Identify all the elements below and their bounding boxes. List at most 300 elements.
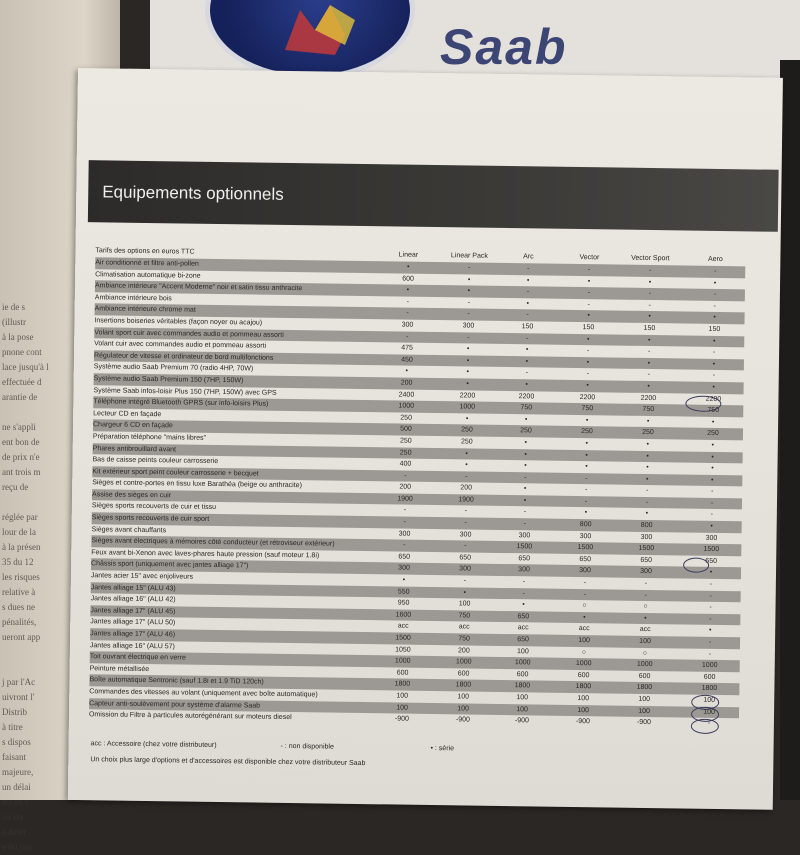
price-cell: • [646, 440, 650, 448]
price-cell: • [405, 367, 409, 375]
row-label: Phares antibrouillard avant [92, 444, 177, 453]
price-cell: -900 [394, 715, 409, 723]
price-cell: - [404, 472, 407, 480]
price-cell: 500 [400, 425, 412, 434]
price-cell: • [708, 627, 712, 635]
price-cell: • [711, 418, 715, 426]
row-label: Jantes acier 15" avec enjoliveurs [90, 572, 194, 581]
price-cell: • [587, 312, 590, 320]
price-cell: 250 [399, 449, 412, 457]
background-text-line: uivront l' [2, 692, 35, 702]
price-cell: • [647, 336, 651, 344]
price-cell: • [584, 509, 588, 517]
price-cell: 650 [398, 553, 411, 561]
price-cell: - [713, 302, 716, 310]
price-cell: 750 [520, 404, 533, 412]
price-cell: 600 [402, 275, 414, 283]
price-cell: - [583, 579, 587, 587]
background-text-line: de prix n'e [2, 452, 40, 462]
background-text-line: reçu de [2, 482, 29, 492]
background-text-line: ent bon de [2, 437, 40, 447]
price-cell: 250 [460, 438, 473, 446]
price-cell: acc [458, 623, 470, 631]
price-cell: 1600 [395, 611, 412, 619]
price-cell: 2200 [640, 394, 657, 402]
handwritten-circle [691, 719, 719, 734]
price-cell: 1500 [516, 543, 533, 551]
row-label: Sièges avant chauffants [91, 525, 167, 534]
price-cell: 250 [399, 437, 412, 445]
price-cell: • [587, 277, 591, 285]
price-cell: 300 [398, 564, 410, 573]
price-cell: - [708, 638, 712, 646]
options-price-page [68, 68, 783, 810]
price-cell: 475 [401, 344, 414, 352]
price-cell: 2200 [579, 393, 596, 401]
background-text-line [2, 405, 72, 420]
price-cell: - [647, 348, 651, 356]
price-cell: 1000 [398, 402, 415, 410]
price-cell: • [712, 337, 716, 345]
price-cell: 150 [708, 325, 721, 333]
price-cell: • [585, 416, 589, 424]
price-cell: - [526, 288, 530, 296]
background-text-line: (illustr [2, 317, 26, 327]
price-cell: 100 [458, 600, 471, 608]
price-cell: - [463, 577, 467, 585]
price-cell: 250 [400, 414, 413, 422]
price-cell: • [402, 576, 406, 584]
row-label: Capteur anti-soulèvement pour système d'alarme Saab [89, 699, 261, 710]
price-cell: -900 [636, 719, 651, 727]
price-cell: 1500 [638, 545, 655, 553]
price-cell: 250 [461, 426, 473, 434]
price-cell: - [526, 334, 529, 342]
price-cell: - [467, 310, 470, 318]
price-cell: 2200 [459, 391, 476, 400]
row-label: Ambiance intérieure "Accent Moderne" noir et satin tissu anthracite [94, 282, 303, 293]
price-cell: 150 [643, 324, 656, 333]
background-text-line: relative à [2, 587, 36, 597]
price-cell: - [406, 298, 409, 306]
price-cell: • [525, 381, 528, 389]
background-text-line: s dispos [2, 737, 31, 747]
price-cell: - [523, 508, 527, 516]
row-label: Volant sport cuir avec commandes audio et pommeau assorti [94, 328, 284, 339]
price-cell: 950 [397, 599, 410, 607]
price-cell: 1500 [703, 546, 720, 554]
griffin-logo-icon [275, 0, 365, 60]
background-text-line: arantie de [2, 392, 38, 402]
price-cell: 300 [398, 530, 411, 538]
price-cell: 450 [401, 356, 413, 364]
price-cell: - [406, 333, 409, 341]
price-cell: 1800 [514, 682, 531, 690]
row-label: Système audio Saab Premium 70 (radio 4HP, 70W) [93, 363, 254, 373]
price-cell: ○ [582, 602, 587, 610]
price-cell: - [709, 580, 713, 588]
price-cell: • [406, 286, 410, 294]
price-cell: • [525, 358, 529, 366]
background-text-line: s dues ne [2, 602, 35, 612]
background-text-line: faisant [2, 752, 26, 762]
price-cell: 600 [638, 672, 651, 680]
column-header: Linear [398, 251, 419, 259]
price-cell: - [710, 511, 714, 519]
column-header: Aero [707, 255, 723, 264]
row-label: Système audio Saab Premium 150 (7HP, 150W) [93, 375, 244, 385]
price-cell: - [709, 615, 712, 623]
brand-wordmark: Saab [440, 19, 568, 75]
price-cell: -900 [455, 716, 470, 724]
background-text-line: à titre [2, 722, 23, 732]
background-text-line: j par l'Ac [2, 677, 36, 687]
price-cell: 600 [577, 671, 590, 679]
background-text-line: pnone cont [2, 347, 42, 357]
price-cell: • [465, 415, 469, 423]
price-cell: 750 [581, 405, 594, 413]
price-cell: 100 [396, 704, 408, 712]
background-text-line: ueront app [2, 632, 41, 642]
price-cell: • [466, 368, 470, 376]
price-cell: - [710, 499, 714, 507]
price-cell: 600 [516, 670, 529, 679]
table-header-label: Tarifs des options en euros TTC [95, 247, 195, 256]
price-cell: - [586, 347, 590, 355]
section-header-bar [88, 160, 779, 232]
price-cell: 100 [703, 696, 716, 704]
price-cell: - [527, 265, 530, 273]
row-label: Insertions boiseries véritables (façon noyer ou acajou) [94, 317, 263, 327]
price-cell: • [524, 439, 528, 447]
price-cell: 300 [459, 565, 471, 573]
price-cell: 1800 [394, 680, 411, 689]
price-cell: 800 [579, 521, 592, 529]
price-cell: - [467, 299, 470, 307]
price-cell: - [712, 349, 716, 357]
price-cell: • [648, 278, 652, 286]
price-cell: 600 [457, 670, 470, 678]
price-cell: 750 [458, 612, 471, 620]
price-cell: - [648, 301, 651, 309]
row-label: Châssis sport (uniquement avec jantes alliage 17") [91, 560, 249, 570]
row-label: Kit extérieur sport peint couleur carrosserie + becquet [92, 467, 259, 478]
background-text-line: les risques [2, 572, 40, 582]
price-cell: 300 [640, 533, 653, 541]
price-cell: 1000 [636, 661, 653, 669]
row-label: Jantes alliage 17" (ALU 45) [90, 607, 176, 616]
price-cell: 750 [458, 635, 470, 643]
price-cell: 600 [396, 669, 409, 677]
price-cell: 1800 [575, 683, 592, 691]
price-cell: - [588, 266, 591, 274]
price-cell: 300 [462, 322, 475, 330]
price-cell: 100 [516, 705, 528, 713]
price-cell: 100 [638, 695, 651, 704]
price-cell: - [645, 498, 649, 506]
price-cell: 1000 [701, 661, 718, 670]
price-cell: • [711, 441, 715, 449]
row-label: Toit ouvrant électrique en verre [89, 653, 186, 662]
price-cell: • [713, 279, 717, 287]
price-cell: • [525, 346, 529, 354]
row-label: Volant cuir avec commandes audio et pommeau assorti [94, 340, 267, 350]
price-cell: - [403, 541, 406, 549]
price-cell: - [522, 589, 525, 597]
background-text-line: lour de la [2, 527, 36, 537]
price-cell: 250 [520, 427, 532, 435]
price-cell: 650 [705, 557, 718, 565]
price-cell: • [523, 485, 527, 493]
price-cell: 100 [577, 695, 590, 703]
price-cell: 650 [517, 613, 530, 621]
column-header: Arc [523, 253, 534, 261]
price-cell: - [526, 311, 529, 319]
background-text-line [2, 660, 72, 675]
price-cell: 300 [401, 321, 414, 329]
price-cell: • [645, 510, 649, 518]
price-cell: • [467, 276, 471, 284]
price-cell: • [467, 287, 471, 295]
price-cell: - [467, 334, 470, 342]
price-cell: - [714, 267, 717, 275]
background-text-line: lace jusqu'à l [2, 362, 49, 372]
background-text-line: ant trois m [2, 467, 41, 477]
row-label: Chargeur 6 CD en façade [92, 421, 173, 430]
row-label: Air conditionné et filtre anti-pollen [95, 259, 199, 268]
background-text-line: Distrib [2, 707, 28, 717]
row-label: Préparation téléphone "mains libres" [92, 433, 207, 442]
price-cell: acc [517, 624, 529, 632]
background-text-line [2, 645, 72, 660]
row-label: Jantes alliage 16" (ALU 57) [89, 641, 175, 651]
background-text-line: réglée par [2, 512, 38, 522]
price-cell: - [522, 578, 526, 586]
price-cell: • [466, 357, 470, 365]
price-cell: - [707, 720, 711, 728]
row-label: Feux avant bi-Xenon avec laves-phares haute pression (sauf moteur 1.8i) [91, 549, 320, 560]
row-label: Sièges sports recouverts de cuir et tissu [91, 502, 217, 512]
background-text-line: 35 du 12 [2, 557, 34, 567]
price-cell: • [466, 380, 469, 388]
price-cell: 150 [582, 324, 595, 332]
row-label: Ambiance intérieure bois [94, 294, 172, 303]
price-cell: 800 [640, 521, 653, 530]
price-cell: 100 [457, 693, 470, 701]
price-cell: 1500 [395, 634, 411, 642]
background-text-line: un délai [2, 782, 31, 792]
price-cell: - [586, 370, 589, 378]
handwritten-circle [683, 557, 709, 572]
price-cell: - [649, 266, 652, 275]
legend-standard: • : série [430, 744, 455, 753]
price-cell: acc [397, 622, 409, 631]
row-label: Climatisation automatique bi-zone [95, 270, 201, 280]
price-cell: 1500 [577, 544, 594, 552]
page-title: Equipements optionnels [102, 182, 284, 204]
price-cell: 100 [396, 692, 409, 700]
row-label: Commandes des vitesses au volant (uniquement avec boîte automatique) [89, 688, 318, 699]
price-cell: - [709, 592, 712, 600]
price-cell: • [466, 345, 470, 353]
column-header: Linear Pack [450, 252, 488, 260]
price-cell: 100 [517, 647, 529, 655]
price-cell: - [708, 650, 712, 658]
price-cell: -900 [575, 718, 590, 726]
price-cell: - [712, 372, 715, 380]
price-cell: 650 [517, 636, 529, 644]
price-cell: • [524, 462, 527, 470]
price-cell: • [712, 383, 715, 391]
row-label: Jantes alliage 17" (ALU 46) [90, 630, 176, 639]
price-cell: • [709, 569, 713, 577]
price-cell: 250 [581, 428, 593, 436]
price-cell: • [644, 614, 647, 622]
price-cell: - [465, 473, 468, 481]
price-cell: - [648, 290, 652, 298]
background-text-line: au sta [2, 812, 23, 822]
price-cell: 650 [579, 555, 592, 564]
price-cell: 200 [460, 484, 473, 492]
price-cell: - [585, 474, 588, 482]
price-cell: - [468, 264, 471, 272]
price-cell: • [711, 476, 714, 484]
price-cell: 2200 [518, 392, 535, 400]
price-cell: 300 [518, 531, 531, 540]
price-cell: • [710, 522, 713, 530]
price-cell: • [586, 358, 590, 366]
price-cell: - [525, 369, 529, 377]
price-cell: 750 [642, 406, 655, 414]
price-cell: 2400 [398, 391, 415, 399]
price-cell: • [712, 360, 716, 368]
price-cell: - [584, 486, 588, 494]
price-cell: 1000 [575, 660, 592, 668]
row-label: Jantes alliage 17" (ALU 50) [90, 618, 176, 627]
background-text-line: ne s'appli [2, 422, 36, 432]
price-cell: - [464, 519, 467, 527]
price-cell: 250 [642, 429, 654, 437]
row-label: Omission du Filtre à particules autorégénérant sur moteurs diesel [88, 711, 292, 722]
price-cell: - [584, 497, 588, 506]
price-cell: • [646, 464, 649, 472]
price-cell: ○ [642, 649, 648, 657]
price-cell: - [583, 590, 586, 598]
price-cell: • [585, 451, 588, 459]
price-cell: 1800 [701, 685, 718, 693]
row-label: Jantes alliage 16" (ALU 42) [90, 595, 176, 604]
price-cell: ○ [643, 603, 648, 611]
price-cell: • [463, 589, 466, 597]
price-cell: • [646, 452, 649, 460]
row-label: Assise des sièges en cuir [91, 491, 172, 500]
price-cell: • [583, 613, 586, 621]
price-cell: 1000 [459, 403, 476, 411]
row-label: Lecteur CD en façade [93, 409, 162, 418]
row-label: Régulateur de vitesse et ordinateur de bord multifonctions [93, 352, 274, 362]
price-cell: - [403, 507, 407, 515]
price-cell: 1800 [455, 681, 472, 689]
price-cell: • [524, 450, 527, 458]
price-cell: 250 [707, 430, 719, 438]
price-cell: - [587, 289, 591, 297]
price-cell: 550 [397, 588, 410, 596]
price-cell: • [713, 314, 716, 322]
price-cell: 200 [399, 483, 412, 491]
price-cell: 150 [521, 323, 534, 331]
price-cell: 1800 [636, 684, 653, 692]
background-text-line: rra en c [2, 797, 29, 807]
price-cell: - [647, 371, 650, 379]
dark-edge [780, 60, 800, 800]
handwritten-circle [685, 396, 721, 413]
background-text-line: à dater [2, 827, 27, 837]
background-text-line: ie de s [2, 302, 25, 312]
price-cell: • [523, 497, 527, 505]
price-cell: 100 [638, 707, 650, 715]
price-cell: • [586, 382, 589, 390]
price-cell: • [522, 601, 525, 609]
price-cell: - [464, 542, 467, 550]
price-cell: 300 [640, 568, 652, 576]
price-cell: ○ [581, 648, 587, 656]
row-label: Sièges et contre-portes en tissu luxe Barathéa (beige ou anthracite) [92, 479, 302, 490]
price-cell: acc [639, 626, 651, 634]
price-cell: 300 [705, 534, 718, 542]
price-cell: • [646, 417, 650, 425]
price-cell: -900 [514, 717, 529, 725]
price-cell: • [711, 453, 714, 461]
row-label: Ambiance intérieure chrome mat [94, 305, 196, 315]
background-text-line: e 60 jou [2, 842, 31, 852]
price-cell: • [711, 464, 714, 473]
price-cell: 200 [400, 379, 413, 387]
price-cell: acc [578, 625, 590, 633]
price-cell: 650 [518, 555, 531, 563]
price-cell: • [526, 276, 530, 284]
price-cell: • [524, 415, 528, 424]
price-cell: • [585, 440, 589, 448]
background-text-line: pénalités, [2, 617, 37, 627]
price-cell: - [406, 309, 409, 318]
price-cell: - [709, 604, 712, 612]
price-cell: - [710, 488, 714, 496]
row-label: Téléphone intégré Bluetooth GPRS (sur info-loisirs Plus) [93, 398, 269, 408]
column-header: Vector [579, 254, 600, 262]
background-text-line [2, 495, 72, 510]
price-cell: 100 [578, 637, 590, 645]
price-cell: 100 [457, 704, 469, 713]
price-cell: • [465, 449, 468, 457]
left-page-text [2, 300, 72, 855]
price-cell: 1900 [458, 496, 474, 504]
row-label: Sièges avant électriques à mémoires côté conducteur (et rétroviseur extérieur) [91, 537, 335, 548]
price-cell: • [647, 382, 650, 390]
row-label: Peinture métallisée [89, 665, 150, 673]
price-cell: - [587, 300, 590, 308]
price-cell: • [646, 475, 649, 483]
price-cell: • [647, 359, 651, 367]
row-label: Système Saab infos-loisir Plus 150 (7HP, 150W) avec GPS [93, 386, 277, 397]
price-cell: 750 [707, 406, 720, 415]
price-cell: 650 [459, 554, 472, 562]
price-cell: - [464, 507, 468, 515]
background-text-line: à la pose [2, 332, 34, 342]
row-label: Boîte automatique Sentronic (sauf 1.8i et 1.9 TiD 120ch) [89, 676, 264, 687]
column-header: Vector Sport [631, 254, 670, 263]
price-cell: • [586, 335, 590, 343]
background-text-line: à la présen [2, 542, 41, 552]
